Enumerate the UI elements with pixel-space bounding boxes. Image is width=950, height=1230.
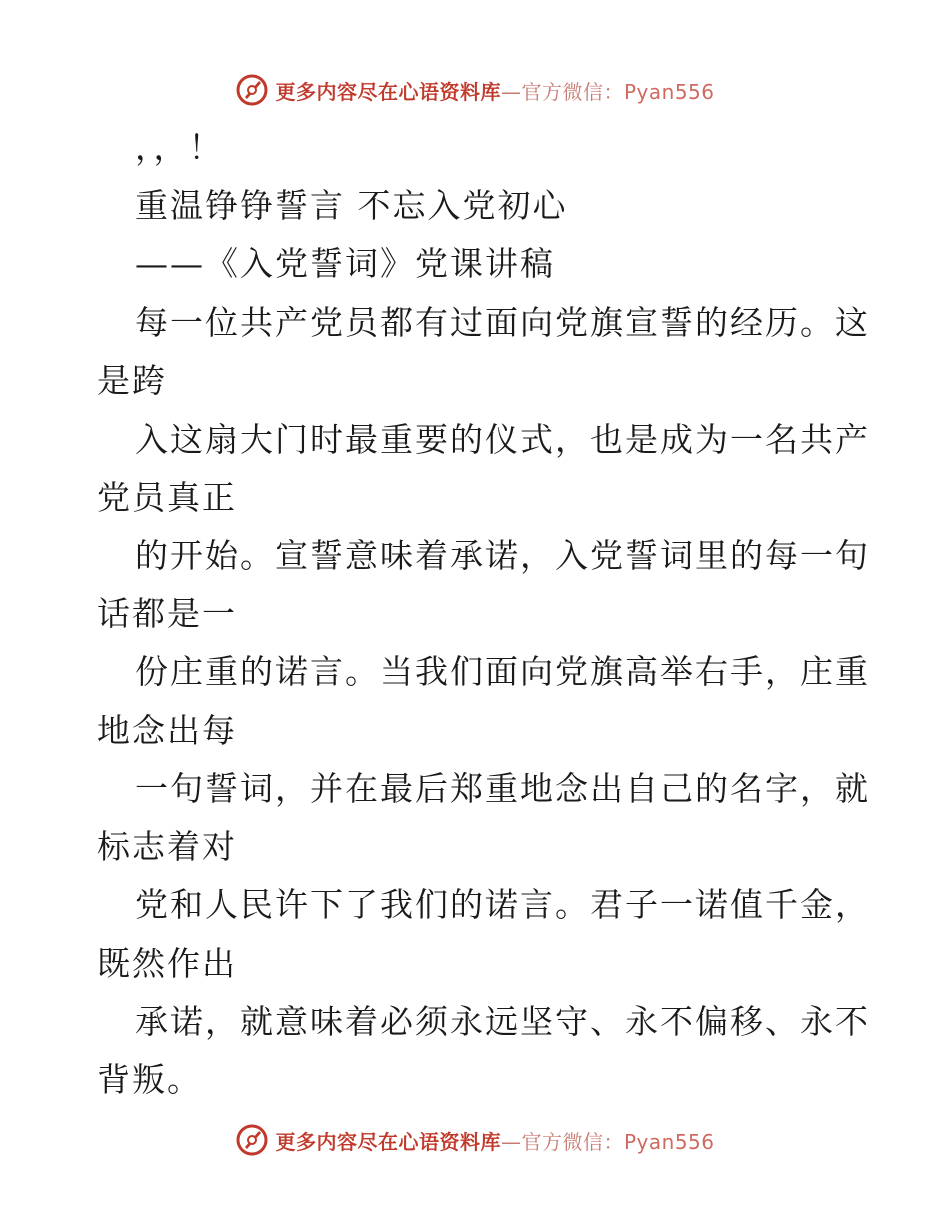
watermark-sub: 官方微信： [521, 79, 624, 104]
body-line: 份庄重的诺言。当我们面向党旗高举右手，庄重 [135, 652, 870, 691]
watermark-separator: — [500, 79, 522, 104]
document-title: 重温铮铮誓言 不忘入党初心 [135, 186, 568, 225]
body-line: 一句誓词，并在最后郑重地念出自己的名字，就 [135, 769, 870, 808]
body-line: 是跨 [97, 361, 167, 400]
watermark-text [275, 1126, 714, 1155]
body-line: 每一位共产党员都有过面向党旗宣誓的经历。这 [135, 303, 870, 342]
header-watermark [0, 70, 950, 110]
watermark-separator: — [500, 1129, 522, 1154]
watermark-main: 更多内容尽在心语资料库 [275, 79, 501, 104]
body-line: 的开始。宣誓意味着承诺，入党誓词里的每一句 [135, 536, 870, 575]
body-line: 入这扇大门时最重要的仪式，也是成为一名共产 [135, 420, 870, 459]
body-line: 背叛。 [97, 1060, 202, 1099]
body-line: 党和人民许下了我们的诺言。君子一诺值千金， [135, 885, 870, 924]
watermark-id: Pyan556 [623, 79, 715, 104]
body-line: 标志着对 [97, 827, 237, 866]
quill-logo-icon [235, 1123, 269, 1157]
watermark-text [275, 76, 714, 105]
body-line: 话都是一 [97, 594, 237, 633]
watermark-id: Pyan556 [623, 1129, 715, 1154]
punctuation-line: ，，！ [135, 128, 224, 167]
document-subtitle: ——《入党誓词》党课讲稿 [135, 244, 555, 283]
body-line: 党员真正 [97, 478, 237, 517]
watermark-main: 更多内容尽在心语资料库 [275, 1129, 501, 1154]
body-line: 既然作出 [97, 944, 237, 983]
body-line: 地念出每 [97, 711, 237, 750]
watermark-sub: 官方微信： [521, 1129, 624, 1154]
footer-watermark [0, 1120, 950, 1160]
quill-logo-icon [235, 73, 269, 107]
body-line: 承诺，就意味着必须永远坚守、永不偏移、永不 [135, 1002, 870, 1041]
